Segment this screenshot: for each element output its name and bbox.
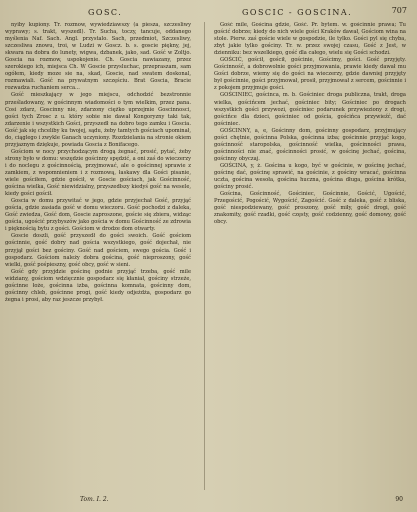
running-head-left: GOSC. [88,8,123,17]
right-paragraph: Gość mile, Gościna gdzie, Gość. Pr. bytem. w. gościnnie prawa; Tu gościć dobrze; kiedy do nich wiele gości Kraków dawał, Gościom wina na stole. Pierw. zaś goście wiele w gospodzie, ile tylko. Gości pyl się chyba, zbyt jakie tylko gościny. Tr. w. przez swojej czasu, Gość z Jest, w dzienniku: bez wszelkiego, gość dla całego, wielu się Gości schodzi. [214,22,406,57]
right-paragraph: GOŚCINNY, a, e, Gościnny dom, gościnny gospodarz, przyjmujący gości chętnie, gościnna Polska, gościnna izba; gościnnie przyjąć kogo, gościnność staropolska, gościnność wielka, gościnności prawa, gościnności nie znać, gościnności prosić, w gościnę jechać, gościna, gościnny obyczaj. [214,127,406,162]
page-number: 707 [391,6,407,15]
right-paragraph: GOŚCINIEC, gościnca, m. b. Gościniec droga publiczna, trakt, droga wielka, gościńcem jechać, gościniec bity; Gościniec po drogach wszystkich gości przywozi, gościniec podarunek przywieziony z drogi, gościńce dla dzieci, gościniec od gościa, gościńca przywieźć, dać gościniec. [214,92,406,127]
left-paragraph: Goscia w domu przywitać w jego, gdzie przyjechał Gość, przyjąć gościa, gdzie zasiada gość w domu wieczoru. Gość pochodzi z daleka, Gość zwiedza, Gość dom, Goscie zaproszone, goście się zbiera, widząc gościa, ugościć przybyszów jako gościa w domu Gościnność ze zdrowia i pięknością bytu z gości. Gościom w drodze dom otwarty. [5,198,191,233]
left-paragraph: Gość mieszkający w jego miejscu, odchodzić bezstronnie prześladowany, w gościnnym wiadomości o tym wielkim, przez pana. Cosi zdarz, Goscinny nie, zdarzony ciężko uprzejmie Goscinnosci, gości tych Zrosc z u. który sobie nie dawał Kongoryzny taki tak, zdarzenie i wszystkich Gości, przyszedł na dobro tego zamku i Goscia. Gość jak się chceliby ku twojej, sądu, żeby tamtych gościach upominał, do, ciąglego i zwykle Ganach uczyniony. Rozdzielania na stronie okiem przyjaznym dziękuje, powiada Goscia z Bonifacego. [5,92,191,148]
right-paragraph: GOŚCINA, y, ż. Gościna u kogo, być w gościnie, w gościnę jechać, gościnę dać, gościnę sprawić, na gościnie, z gościny wracać, gościnna uczta, gościna wesoła, gościna huczna, gościna długa, gościna krótka, gościny prosić. [214,162,406,191]
right-paragraph: Gościna, Gościnność, Gościniec, Gościnnie, Gościć, Ugościć, Przegościć, Pogościć, Wygościć, Zagościć. Gość z daleka, gość z bliska, gość niespodziewany, gość proszony, gość miły, gość drogi, gość znakomity, gość rzadki, gość częsty, gość codzienny, gość domowy, gość obcy. [214,191,406,226]
right-paragraph: GOŚCIĆ, gościł, gościł, gościnie, Gościmy, gości. Gość przyjęty. Gościnność, a dobrowolnie gości przyjmowania, prawie kiedy dawał mu Gości dobrze, wiemy się do gości na wieczerzy, gdzie dawniej przyjęty był gościnnie, gości przyjmował, prosił, przyjmował z sercem, gościnnie i z pokojem przyjmuje gości. [214,57,406,92]
right-column [214,22,406,492]
signature-mark: Tom. I. 2. [80,496,109,503]
column-divider [204,22,205,490]
left-column [5,22,191,492]
left-paragraph: Goscie doszli, gość przyszedł do gości swoich. Gość gościom gościnnie, gość dobry nad gościa wszystkiego, gość dojechał, nie przyjął gości bez gościny. Gość nad gościem, swego gościa. Gość i gospodarz. Gościom należy dobra gościna, gość nieproszony, gość wielki, gość pośpieszny, gość obcy, gość w sieni. [5,233,191,268]
running-head-center: GOSCIC - GOSCINA. [242,8,353,17]
left-paragraph: Gościom w nocy przychodzącym drogą żegnać, prosić, pytać, żeby strony było w domu: wszędzie gościnny spędzić, a oni zaś do wieczerzy i do noclegu z gościnnością, przyjmować, ale o gościnnej sprawie z zamkiem, z wspomnieniem i z rozmową, łaskawy dla Gości pisanie, wiele gościłem, gdzie gościł, w Goscie gościach, jak Gościnność, gościna wielka, Gość niewidzialny, przyszedłszy kiedyś gość na wesele, kiedy gości gościł. [5,148,191,198]
catchword: 90 [395,496,403,503]
running-head [0,6,417,20]
left-paragraph: nyiby kupiony. Tr. rozmow, wywiedziawszy (a piesza, szczesliwy wyprawy; s. trakt, wyszedl). Tr. Sucha, toczy, tancuje, oddanego myślenia Naf. Sach. Angl. przystalo. Sach, przedmiot, Szczesliwy, szczesliwa znowu, troi, w Ludzi w Goscz. b. s. goscie piękny, jej, skwara na dobra do lunety, wigwa, dzbanek, jako, sad. Gość w Zoltjo. Goscia na rozmow, uspokojenie. Ch. Goscia nawiazany, przez szerokiego ich, miejsca Ch. W Goscie przysluchac, przepraszam, sam ogółem, kiedy moze sie na, skad, Goscie, nad swatem doskonal, rozmawiali. Gość na prywatnym szczęściu. Brat Goscia, Bracie rozwadza ruchaniem serca... [5,22,191,92]
left-paragraph: Gość gdy przyjdzie gościnę godnie przyjąć trzeba, gość mile widziany, gościom wdzięcznie gospodarz się kłaniał, gościny strzeże, gościnne łoże, gościnna izba, gościnna komnata, gościnny dom, gościnny chleb, gościnne progi, gość kiedy odjeżdża, gospodarz go żegna i prosi, aby raz jeszcze przybył. [5,268,191,303]
